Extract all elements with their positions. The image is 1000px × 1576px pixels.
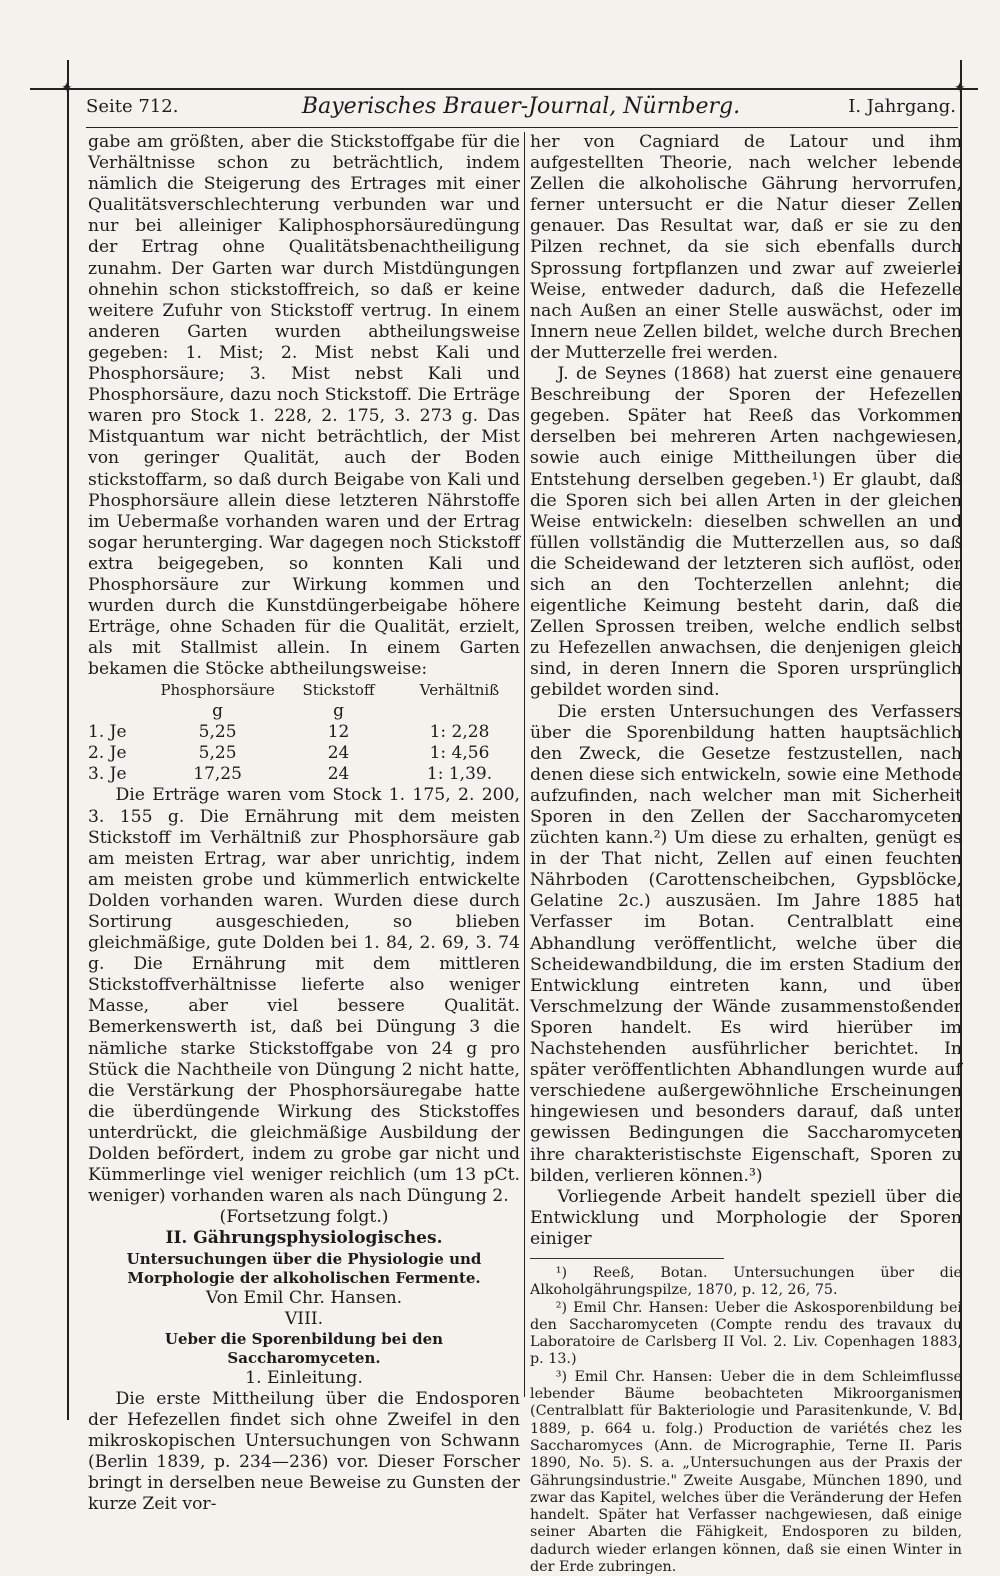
left-column: [88, 132, 520, 1515]
table-header-cell: Phosphorsäure: [160, 681, 275, 700]
paragraph: her von Cagniard de Latour und ihm aufgestellten Theorie, nach welcher lebende Zellen die alkoholische Gährung hervorrufen, ferner untersucht er die Natur dieser Zellen genauer. Das Resultat war, daß er sie zu den Pilzen rechnet, da sie sich ebenfalls durch Sprossung fortpflanzen und zwar auf zweierlei Weise, entweder dadurch, daß die Hefezelle nach Außen an einer Stelle auswächst, oder im Innern neue Zellen bildet, welche durch Brechen der Mutterzelle frei werden.: [530, 132, 962, 363]
table-cell: 24: [327, 743, 350, 764]
right-column: [530, 132, 962, 1576]
table-cell: 3. Je: [88, 764, 127, 785]
page-header: [86, 96, 956, 126]
table-unit-row: [88, 701, 520, 722]
continuation-note: (Fortsetzung folgt.): [219, 1207, 389, 1228]
paragraph: Die Erträge waren vom Stock 1. 175, 2. 200, 3. 155 g. Die Ernährung mit dem meisten Stickstoff im Verhältniß zur Phosphorsäure gab am meisten Ertrag, war aber unrichtig, indem am meisten grobe und kümmerlich entwickelte Dolden vorhanden waren. Wurden diese durch Sortirung ausgeschieden, so blieben gleichmäßige, gute Dolden bei 1. 84, 2. 69, 3. 74 g. Die Ernährung mit dem mittleren Stickstoffverhältnisse lieferte also weniger Masse, aber viel bessere Qualität. Bemerkenswerth ist, daß bei Düngung 3 die nämliche starke Stickstoffgabe von 24 g pro Stück die Nachtheile von Düngung 2 nicht hatte, die Verstärkung der Phosphorsäuregabe hatte die überdüngende Wirkung des Stickstoffes unterdrückt, die gleichmäßige Ausbildung der Dolden befördert, indem zu grobe gar nicht und Kümmerlinge viel weniger reichlich (um 13 pCt. weniger) vorhanden waren als nach Düngung 2.: [88, 785, 520, 1207]
author-line: Von Emil Chr. Hansen.: [205, 1287, 403, 1308]
table-cell: g: [333, 701, 344, 722]
table-header-cell: [88, 680, 157, 701]
table-cell: 1: 4,56: [429, 743, 490, 764]
part-title: Ueber die Sporenbildung bei den Saccharomyceten.: [164, 1329, 444, 1367]
table-cell: 5,25: [198, 722, 237, 743]
table-cell: 24: [327, 764, 350, 785]
table-cell: 1: 1,39.: [426, 764, 493, 785]
column-divider: [524, 132, 525, 1397]
table-cell: 1: 2,28: [429, 722, 490, 743]
left-border-rule: [67, 60, 69, 1420]
paragraph: J. de Seynes (1868) hat zuerst eine genauere Beschreibung der Sporen der Hefezellen gegeben. Später hat Reeß das Vorkommen derselben bei mehreren Arten nachgewiesen, sowie auch einige Mittheilungen über die Entstehung derselben gegeben.¹) Er glaubt, daß die Sporen sich bei allen Arten in der gleichen Weise entwickeln: dieselben schwellen an und füllen vollständig die Mutterzellen aus, so daß die Scheidewand der letzteren sich auflöst, oder sich an den Tochterzellen anlehnt; die eigentliche Keimung besteht darin, daß die Zellen Sprossen treiben, welche endlich selbst zu Hefezellen anwachsen, die denjenigen gleich sind, in deren Innern die Sporen ursprünglich gebildet worden sind.: [530, 364, 962, 701]
journal-title: Bayerisches Brauer-Journal, Nürnberg.: [301, 94, 741, 119]
article-title: Untersuchungen über die Physiologie und Morphologie der alkoholischen Fermente.: [126, 1249, 482, 1287]
volume-label: I. Jahrgang.: [848, 96, 956, 117]
table-cell: g: [212, 701, 224, 722]
table-cell: 2. Je: [88, 743, 127, 764]
table-cell: [88, 701, 157, 722]
table-cell: 1. Je: [88, 722, 127, 743]
table-row: [88, 722, 520, 743]
paragraph: Die ersten Untersuchungen des Verfassers über die Sporenbildung hatten hauptsächlich den Zweck, die Gesetze festzustellen, nach denen diese sich entwickeln, sowie eine Methode aufzufinden, nach welcher man mit Sicherheit Sporen in den Zellen der Saccharomyceten züchten kann.²) Um diese zu erhalten, genügt es in der That nicht, Zellen auf einen feuchten Nährboden (Carottenscheibchen, Gypsblöcke, Gelatine 2c.) auszusäen. Im Jahre 1885 hat Verfasser im Botan. Centralblatt eine Abhandlung veröffentlicht, welche über die Scheidewandbildung, die im ersten Stadium der Entwicklung eintreten kann, und über Verschmelzung der Wände zusammenstoßender Sporen handelt. Es wird hierüber im Nachstehenden ausführlicher berichtet. In später veröffentlichten Abhandlungen wurde auf verschiedene außergewöhnliche Erscheinungen hingewiesen und besonders darauf, daß unter gewissen Bedingungen die Saccharomyceten ihre charakteristischste Eigenschaft, Sporen zu bilden, verlieren können.³): [530, 701, 962, 1186]
table-cell: 17,25: [193, 764, 242, 785]
paragraph: Vorliegende Arbeit handelt speziell über die Entwicklung und Morphologie der Sporen einiger: [530, 1186, 962, 1249]
table-header-cell: Stickstoff: [302, 681, 375, 700]
top-border-rule: [30, 88, 978, 90]
paragraph: Die erste Mittheilung über die Endosporen der Hefezellen findet sich ohne Zweifel in den mikroskopischen Untersuchungen von Schwann (Berlin 1839, p. 234—236) vor. Dieser Forscher bringt in derselben neue Beweise zu Gunsten der kurze Zeit vor-: [88, 1388, 520, 1515]
page-number: Seite 712.: [86, 96, 179, 117]
footnotes: [530, 1265, 962, 1576]
table-row: [88, 743, 520, 764]
table-header-row: [88, 680, 520, 701]
footnote: ²) Emil Chr. Hansen: Ueber die Askosporenbildung bei den Saccharomyceten (Compte rendu des travaux du Laboratoire de Carlsberg II Vol. 2. Liv. Copenhagen 1883, p. 13.): [530, 1299, 962, 1368]
paragraph: gabe am größten, aber die Stickstoffgabe für die Verhältnisse schon zu beträchtlich, indem nämlich die Steigerung des Ertrages mit einer Qualitätsverschlechterung verbunden war und nur bei alleiniger Kaliphosphorsäuredüngung der Ertrag ohne Qualitätsbenachtheiligung zunahm. Der Garten war durch Mistdüngungen ohnehin schon stickstoffreich, so daß er keine weitere Zufuhr von Stickstoff vertrug. In einem anderen Garten wurden abtheilungsweise gegeben: 1. Mist; 2. Mist nebst Kali und Phosphorsäure; 3. Mist nebst Kali und Phosphorsäure, dazu noch Stickstoff. Die Erträge waren pro Stock 1. 228, 2. 175, 3. 273 g. Das Mistquantum war nicht beträchtlich, der Mist von geringer Qualität, auch der Boden stickstoffarm, so daß durch Beigabe von Kali und Phosphorsäure allein diese letzteren Nährstoffe im Uebermaße vorhanden waren und der Ertrag sogar herunterging. War dagegen noch Stickstoff extra beigegeben, so konnten Kali und Phosphorsäure zur Wirkung kommen und wurden durch die Kunstdüngerbeigabe höhere Erträge, ohne Schaden für die Qualität, erzielt, als mit Stallmist allein. In einem Garten bekamen die Stöcke abtheilungsweise:: [88, 132, 520, 680]
part-number: VIII.: [284, 1308, 324, 1329]
corner-ornament-icon: ✦: [61, 80, 73, 96]
section-title: II. Gährungsphysiologisches.: [165, 1228, 443, 1249]
table-row: [88, 764, 520, 785]
table-cell: 12: [327, 722, 350, 743]
footnote: ³) Emil Chr. Hansen: Ueber die in dem Schleimflusse lebender Bäume beobachteten Mikroorganismen (Centralblatt für Bakteriologie und Parasitenkunde, V. Bd. 1889, p. 664 u. folg.) Production de variétés chez les Saccharomyces (Ann. de Micrographie, Terne II. Paris 1890, No. 5). S. a. „Untersuchungen aus der Praxis der Gährungsindustrie." Zweite Ausgabe, München 1890, und zwar das Kapitel, welches über die Veränderung der Hefen handelt. Später hat Verfasser nachgewiesen, daß einige seiner Abarten die Fähigkeit, Endosporen zu bilden, dadurch wieder erlangen können, daß sie einen Winter in der Erde zubringen.: [530, 1368, 962, 1576]
header-underline: [86, 127, 958, 128]
footnote: ¹) Reeß, Botan. Untersuchungen über die Alkoholgährungspilze, 1870, p. 12, 26, 75.: [530, 1264, 962, 1299]
table-cell: 5,25: [198, 743, 237, 764]
table-cell: [399, 701, 520, 722]
table-header-cell: Verhältniß: [419, 681, 500, 700]
chapter-heading: 1. Einleitung.: [245, 1367, 363, 1388]
fertilizer-table: [88, 680, 520, 785]
corner-ornament-icon: ✦: [954, 80, 966, 96]
footnote-separator: [530, 1258, 724, 1259]
